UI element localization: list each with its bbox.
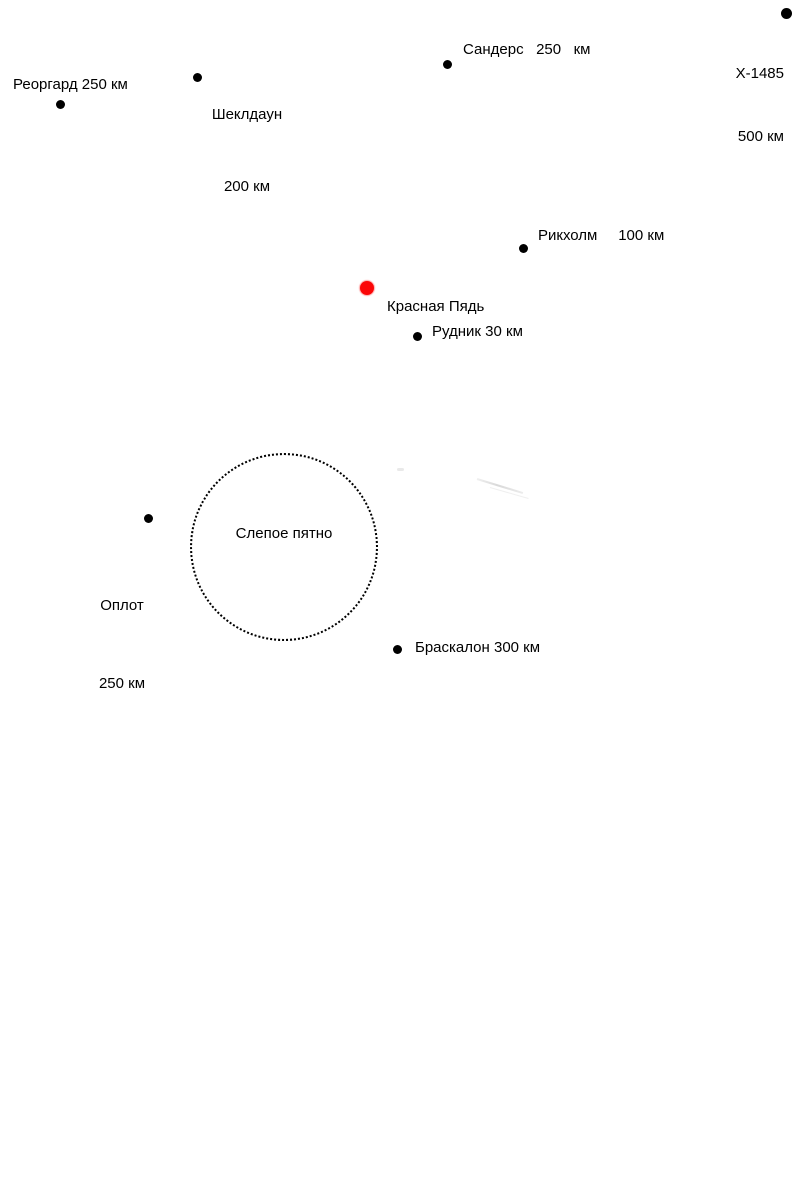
faint-smudge-artifact — [397, 468, 404, 471]
map-marker-oplot — [144, 514, 153, 523]
map-marker-reorgard — [56, 100, 65, 109]
map-marker-rudnik — [413, 332, 422, 341]
blind-spot-circle — [190, 453, 378, 641]
map-marker-sanders — [443, 60, 452, 69]
location-name: Оплот — [100, 597, 144, 614]
map-marker-krasnaya-pyad-highlight — [360, 281, 374, 295]
label-braskalon: Браскалон 300 км — [415, 639, 541, 656]
label-oplot — [77, 541, 167, 749]
location-distance: 200 км — [223, 178, 271, 195]
map-marker-x1485 — [781, 8, 792, 19]
label-sanders: Сандерс 250 км — [463, 41, 591, 58]
label-shekldaun — [202, 55, 292, 247]
map-marker-rikholm — [519, 244, 528, 253]
faint-streak-artifact — [477, 478, 523, 494]
location-name: Х-1485 — [735, 65, 784, 82]
location-name: Шеклдаун — [211, 106, 283, 123]
label-krasnaya-pyad: Красная Пядь — [387, 298, 485, 315]
label-blind-spot: Слепое пятно — [235, 525, 333, 542]
map-marker-braskalon — [393, 645, 402, 654]
location-distance: 500 км — [737, 128, 784, 145]
label-rikholm: Рикхолм 100 км — [538, 227, 665, 244]
map-marker-shekldaun — [193, 73, 202, 82]
label-reorgard: Реоргард 250 км — [13, 76, 128, 93]
label-rudnik: Рудник 30 км — [432, 323, 523, 340]
label-x1485 — [736, 21, 784, 189]
location-distance: 250 км — [98, 675, 146, 692]
